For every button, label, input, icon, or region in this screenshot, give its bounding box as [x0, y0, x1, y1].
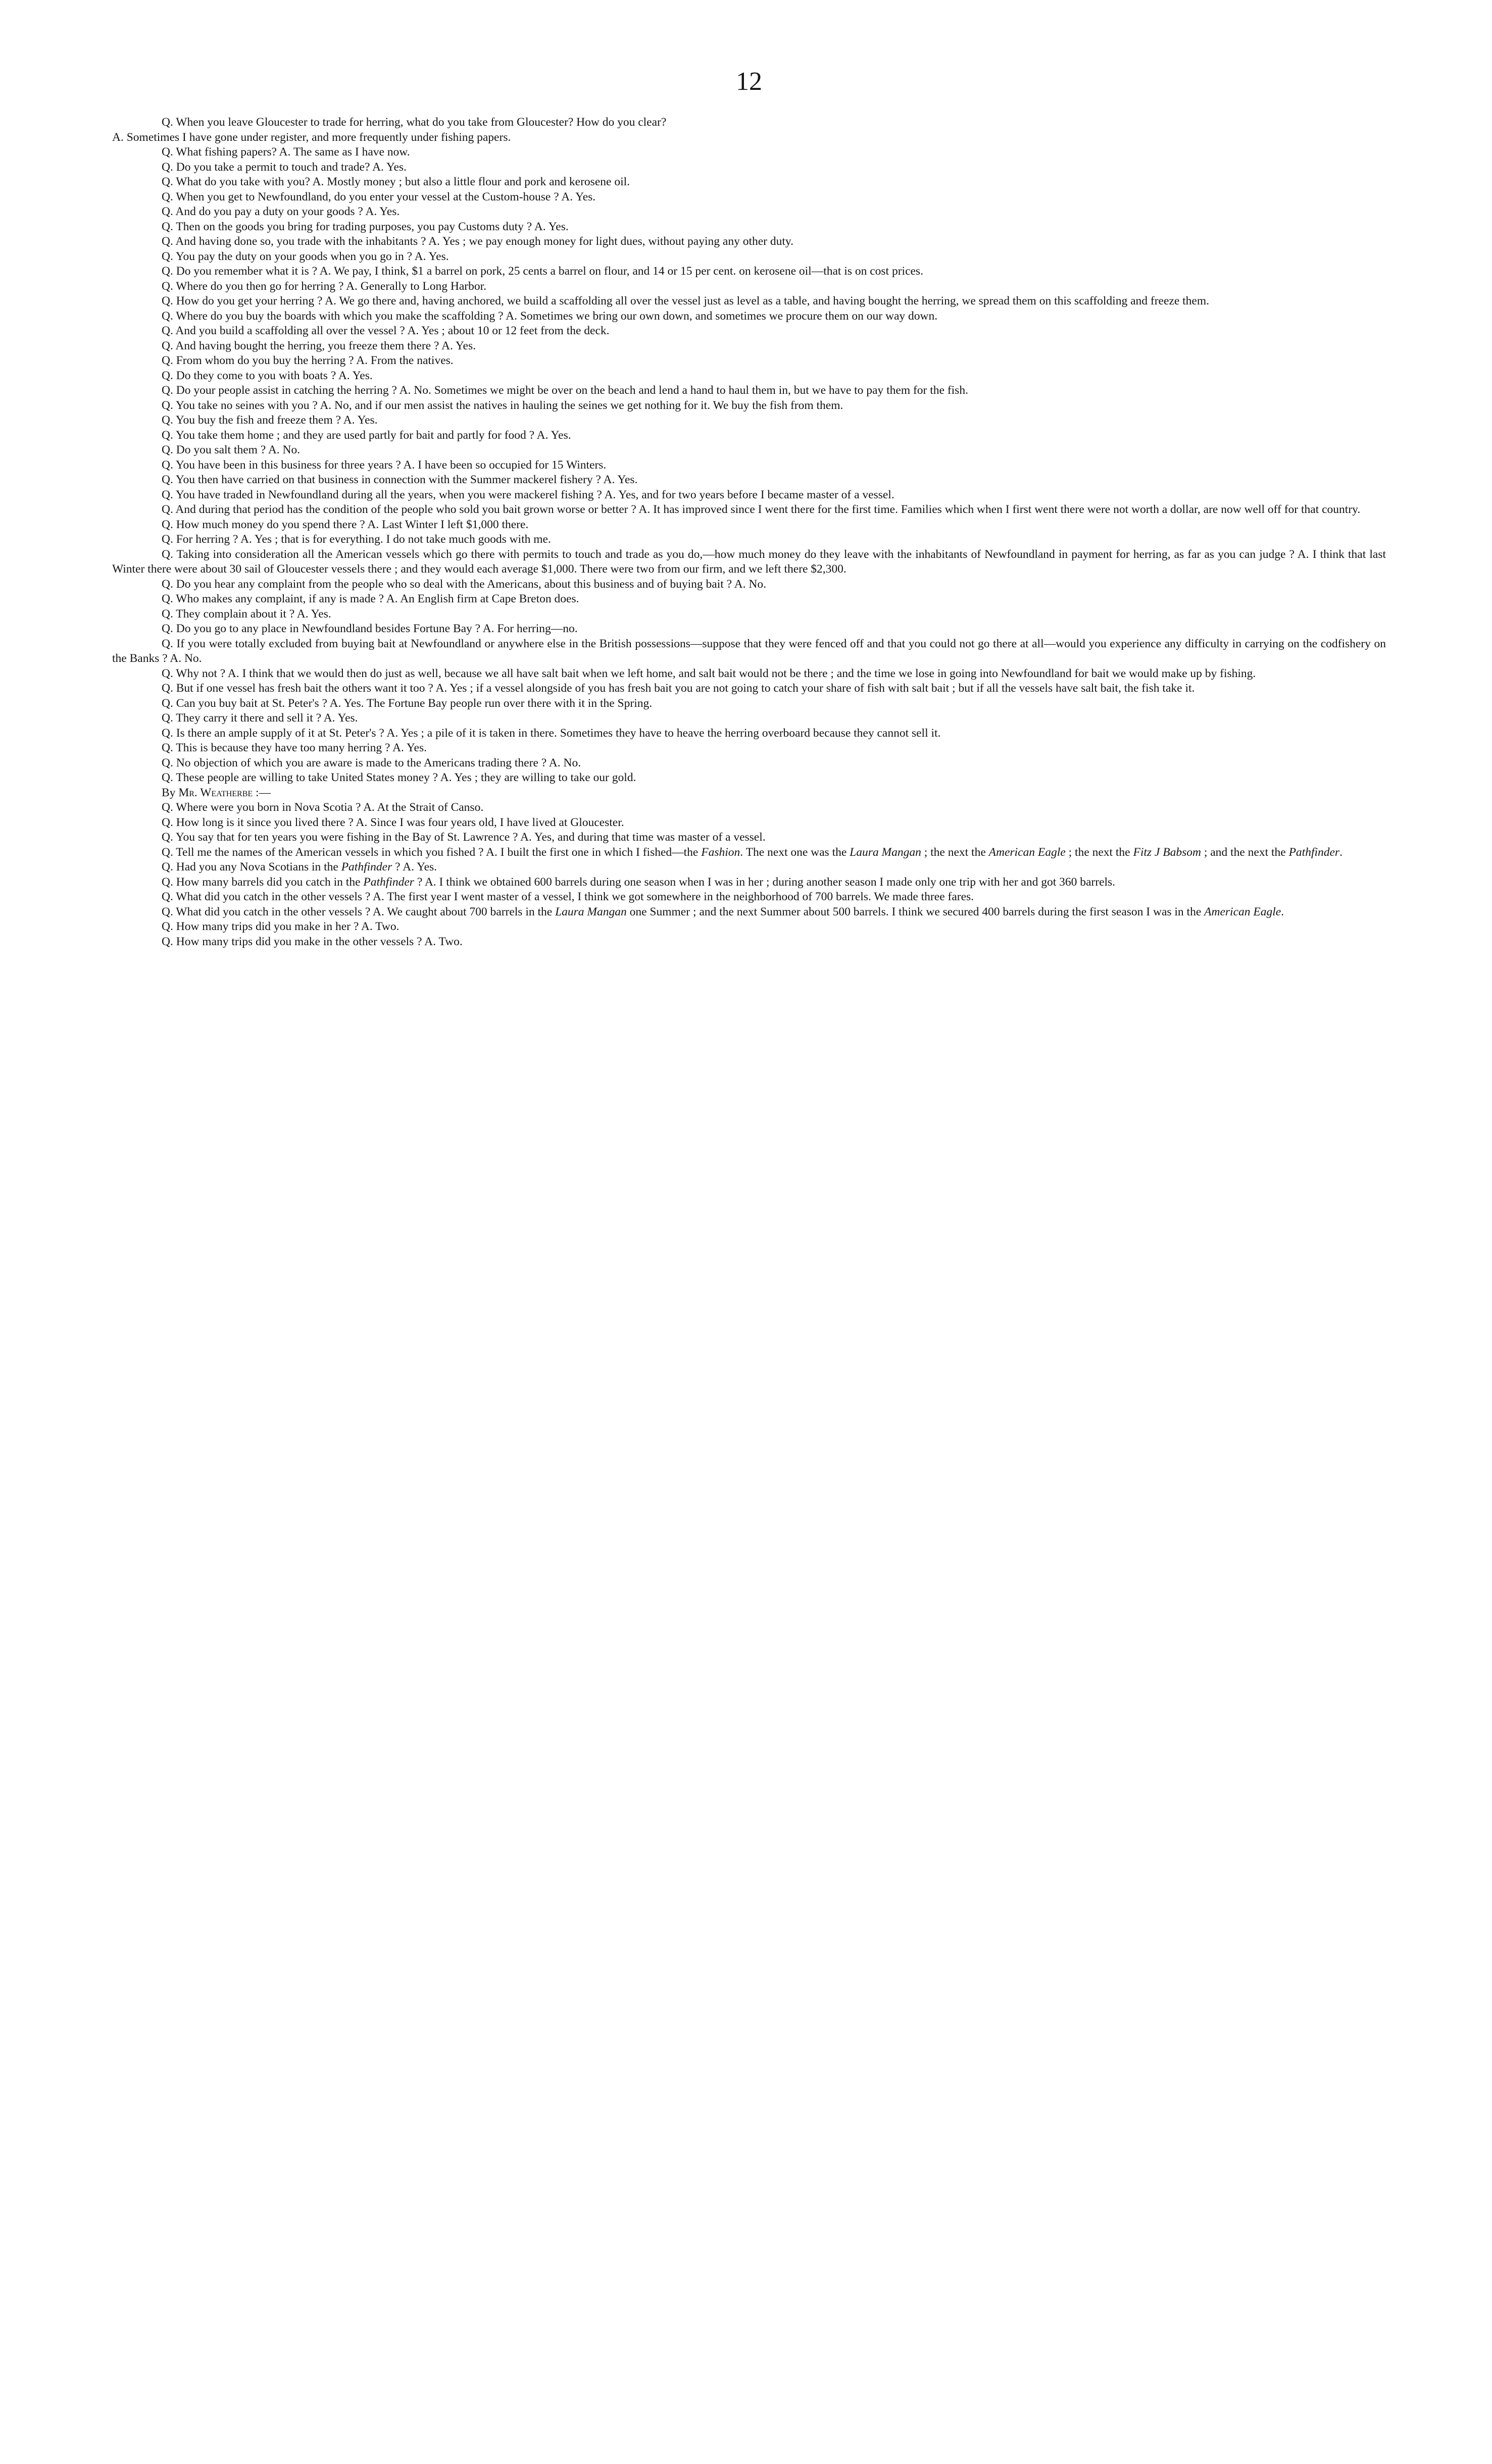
- qa-paragraph: Q. Taking into consideration all the American vessels which go there with permits to touch and trade as you do,—how much money do they leave with the inhabitants of Newfoundland in payment for herring, as far as you can judge ? A. I think that last Winter there were about 30 sail of Gloucester vessels there ; and they would each average $1,000. There were two from our firm, and we left there $2,300.: [112, 547, 1386, 576]
- vessel-name: Pathfinder: [1288, 845, 1340, 859]
- vessel-name: Fitz J Babsom: [1133, 845, 1201, 859]
- qa-paragraph: Q. Then on the goods you bring for trading purposes, you pay Customs duty ? A. Yes.: [162, 220, 569, 233]
- speaker-suffix: :—: [253, 786, 271, 799]
- vessel-name: Pathfinder: [341, 860, 392, 874]
- qa-paragraph: Q. How much money do you spend there ? A. Last Winter I left $1,000 there.: [162, 518, 529, 531]
- qa-paragraph: Q. You have traded in Newfoundland during all the years, when you were mackerel fishing ? A. Yes, and for two years before I became master of a vessel.: [162, 488, 894, 501]
- paragraph-text: ? A. I think we obtained 600 barrels during one season when I was in her ; during another season I made only one trip with her and got 360 barrels.: [414, 875, 1116, 889]
- paragraph-text: .: [1339, 845, 1342, 859]
- qa-paragraph: Q. They carry it there and sell it ? A. Yes.: [162, 711, 358, 725]
- qa-paragraph: [112, 905, 1386, 920]
- paragraph-text: ; the next the: [921, 845, 989, 859]
- paragraph-text: ; the next the: [1065, 845, 1133, 859]
- vessel-name: Laura Mangan: [555, 905, 627, 918]
- qa-paragraph: Q. Do you hear any complaint from the people who so deal with the Americans, about this business and of buying bait ? A. No.: [162, 577, 766, 591]
- qa-paragraph: Q. You take them home ; and they are used partly for bait and partly for food ? A. Yes.: [162, 428, 571, 442]
- qa-paragraph: Q. If you were totally excluded from buying bait at Newfoundland or anywhere else in the British possessions—suppose that they were fenced off and that you could not go there at all—would you experience any difficulty in carrying on the codfishery on the Banks ? A. No.: [112, 637, 1386, 665]
- qa-paragraph: Q. And having done so, you trade with the inhabitants ? A. Yes ; we pay enough money for light dues, without paying any other duty.: [162, 235, 793, 248]
- qa-paragraph: Q. Do your people assist in catching the herring ? A. No. Sometimes we might be over on the beach and lend a hand to haul them in, but we have to pay them for the fish.: [162, 384, 968, 397]
- qa-paragraph: Q. Can you buy bait at St. Peter's ? A. Yes. The Fortune Bay people run over there with it in the Spring.: [162, 696, 653, 710]
- speaker-label: [112, 786, 1386, 801]
- paragraph-text: Q. What did you catch in the other vessels ? A. We caught about 700 barrels in the: [162, 905, 556, 918]
- qa-paragraph: Q. What did you catch in the other vessels ? A. The first year I went master of a vessel, I think we got somewhere in the neighborhood of 700 barrels. We made three fares.: [162, 890, 974, 903]
- qa-paragraph: [112, 845, 1386, 860]
- qa-paragraph: Q. Do you take a permit to touch and trade? A. Yes.: [162, 160, 407, 174]
- qa-paragraph: Q. You say that for ten years you were fishing in the Bay of St. Lawrence ? A. Yes, and during that time was master of a vessel.: [162, 831, 766, 844]
- paragraph-text: Q. How many barrels did you catch in the: [162, 875, 364, 889]
- speaker-name: Mr. Weatherbe: [178, 786, 253, 799]
- qa-paragraph: Q. What do you take with you? A. Mostly money ; but also a little flour and pork and kerosene oil.: [162, 175, 630, 188]
- qa-paragraph: Q. You have been in this business for three years ? A. I have been so occupied for 15 Winters.: [162, 458, 607, 472]
- qa-paragraph: Q. Do you salt them ? A. No.: [162, 443, 301, 456]
- qa-paragraph: Q. When you get to Newfoundland, do you enter your vessel at the Custom-house ? A. Yes.: [162, 190, 596, 203]
- testimony-transcript: [112, 115, 1386, 949]
- qa-paragraph: Q. These people are willing to take United States money ? A. Yes ; they are willing to take our gold.: [162, 771, 636, 784]
- qa-paragraph: [112, 860, 1386, 875]
- qa-paragraph: Q. Do they come to you with boats ? A. Yes.: [162, 369, 373, 382]
- qa-paragraph: Q. And during that period has the condition of the people who sold you bait grown worse or better ? A. It has improved since I went there for the first time. Families which when I first went there were not worth a dollar, are now well off for that country.: [162, 503, 1361, 516]
- paragraph-text: one Summer ; and the next Summer about 500 barrels. I think we secured 400 barrels during the first season I was in the: [626, 905, 1205, 918]
- qa-paragraph: Q. You pay the duty on your goods when you go in ? A. Yes.: [162, 249, 449, 263]
- paragraph-text: Q. Tell me the names of the American vessels in which you fished ? A. I built the first one in which I fished—the: [162, 845, 702, 859]
- vessel-name: American Eagle: [1204, 905, 1281, 918]
- paragraph-text: Q. Had you any Nova Scotians in the: [162, 860, 341, 874]
- qa-paragraph: Q. You take no seines with you ? A. No, and if our men assist the natives in hauling the seines we get nothing for it. We buy the fish from them.: [162, 398, 843, 412]
- vessel-name: Laura Mangan: [850, 845, 921, 859]
- speaker-prefix: By: [162, 786, 179, 799]
- qa-paragraph: Q. What fishing papers? A. The same as I have now.: [162, 145, 410, 159]
- qa-paragraph: [112, 875, 1386, 890]
- qa-paragraph: Q. Do you remember what it is ? A. We pay, I think, $1 a barrel on pork, 25 cents a barrel on flour, and 14 or 15 per cent. on kerosene oil—that is on cost prices.: [162, 265, 923, 278]
- qa-paragraph: Q. When you leave Gloucester to trade for herring, what do you take from Gloucester? How do you clear?: [162, 116, 667, 129]
- paragraph-text: .: [1281, 905, 1284, 918]
- qa-paragraph: Q. Where were you born in Nova Scotia ? A. At the Strait of Canso.: [162, 801, 484, 814]
- qa-paragraph: Q. Do you go to any place in Newfoundland besides Fortune Bay ? A. For herring—no.: [162, 622, 578, 635]
- qa-paragraph: Q. You buy the fish and freeze them ? A. Yes.: [162, 414, 378, 427]
- qa-paragraph: Q. How many trips did you make in her ? A. Two.: [162, 920, 400, 933]
- qa-paragraph: Q. How long is it since you lived there ? A. Since I was four years old, I have lived at Gloucester.: [162, 815, 624, 829]
- page-number: 12: [736, 67, 762, 96]
- qa-paragraph: Q. Is there an ample supply of it at St. Peter's ? A. Yes ; a pile of it is taken in there. Sometimes they have to heave the herring overboard because they cannot sell it.: [162, 726, 941, 740]
- qa-paragraph: Q. And do you pay a duty on your goods ? A. Yes.: [162, 205, 400, 218]
- vessel-name: American Eagle: [988, 845, 1066, 859]
- paragraph-text: ; and the next the: [1201, 845, 1289, 859]
- vessel-name: Pathfinder: [363, 875, 414, 889]
- vessel-name: Fashion: [701, 845, 740, 859]
- qa-paragraph: Q. How do you get your herring ? A. We go there and, having anchored, we build a scaffolding all over the vessel just as level as a table, and having bought the herring, we spread them on this scaffolding and freeze them.: [162, 294, 1210, 307]
- qa-paragraph: Q. But if one vessel has fresh bait the others want it too ? A. Yes ; if a vessel alongside of you has fresh bait you are not going to catch your share of fish with salt bait ; but if all the vessels have salt bait, the fish take it.: [162, 682, 1195, 695]
- qa-paragraph: Q. Who makes any complaint, if any is made ? A. An English firm at Cape Breton does.: [162, 592, 579, 605]
- qa-paragraph: Q. They complain about it ? A. Yes.: [162, 607, 331, 621]
- qa-paragraph: Q. For herring ? A. Yes ; that is for everything. I do not take much goods with me.: [162, 533, 551, 546]
- qa-paragraph: A. Sometimes I have gone under register, and more frequently under fishing papers.: [112, 130, 511, 144]
- qa-paragraph: Q. And having bought the herring, you freeze them there ? A. Yes.: [162, 339, 476, 352]
- paragraph-text: ? A. Yes.: [392, 860, 437, 874]
- qa-paragraph: Q. Where do you then go for herring ? A. Generally to Long Harbor.: [162, 279, 487, 293]
- qa-paragraph: Q. Why not ? A. I think that we would then do just as well, because we all have salt bait when we left home, and salt bait would not be there ; and the time we lose in going into Newfoundland for bait we would make up by fishing.: [162, 666, 1256, 680]
- qa-paragraph: Q. How many trips did you make in the other vessels ? A. Two.: [162, 935, 463, 948]
- qa-paragraph: Q. Where do you buy the boards with which you make the scaffolding ? A. Sometimes we bring our own down, and sometimes we procure them on our way down.: [162, 309, 938, 323]
- qa-paragraph: Q. This is because they have too many herring ? A. Yes.: [162, 741, 427, 754]
- paragraph-text: . The next one was the: [740, 845, 850, 859]
- qa-paragraph: Q. No objection of which you are aware is made to the Americans trading there ? A. No.: [162, 756, 581, 769]
- qa-paragraph: Q. From whom do you buy the herring ? A. From the natives.: [162, 354, 454, 367]
- qa-paragraph: Q. And you build a scaffolding all over the vessel ? A. Yes ; about 10 or 12 feet from the deck.: [162, 324, 610, 337]
- qa-paragraph: Q. You then have carried on that business in connection with the Summer mackerel fishery ? A. Yes.: [162, 473, 638, 486]
